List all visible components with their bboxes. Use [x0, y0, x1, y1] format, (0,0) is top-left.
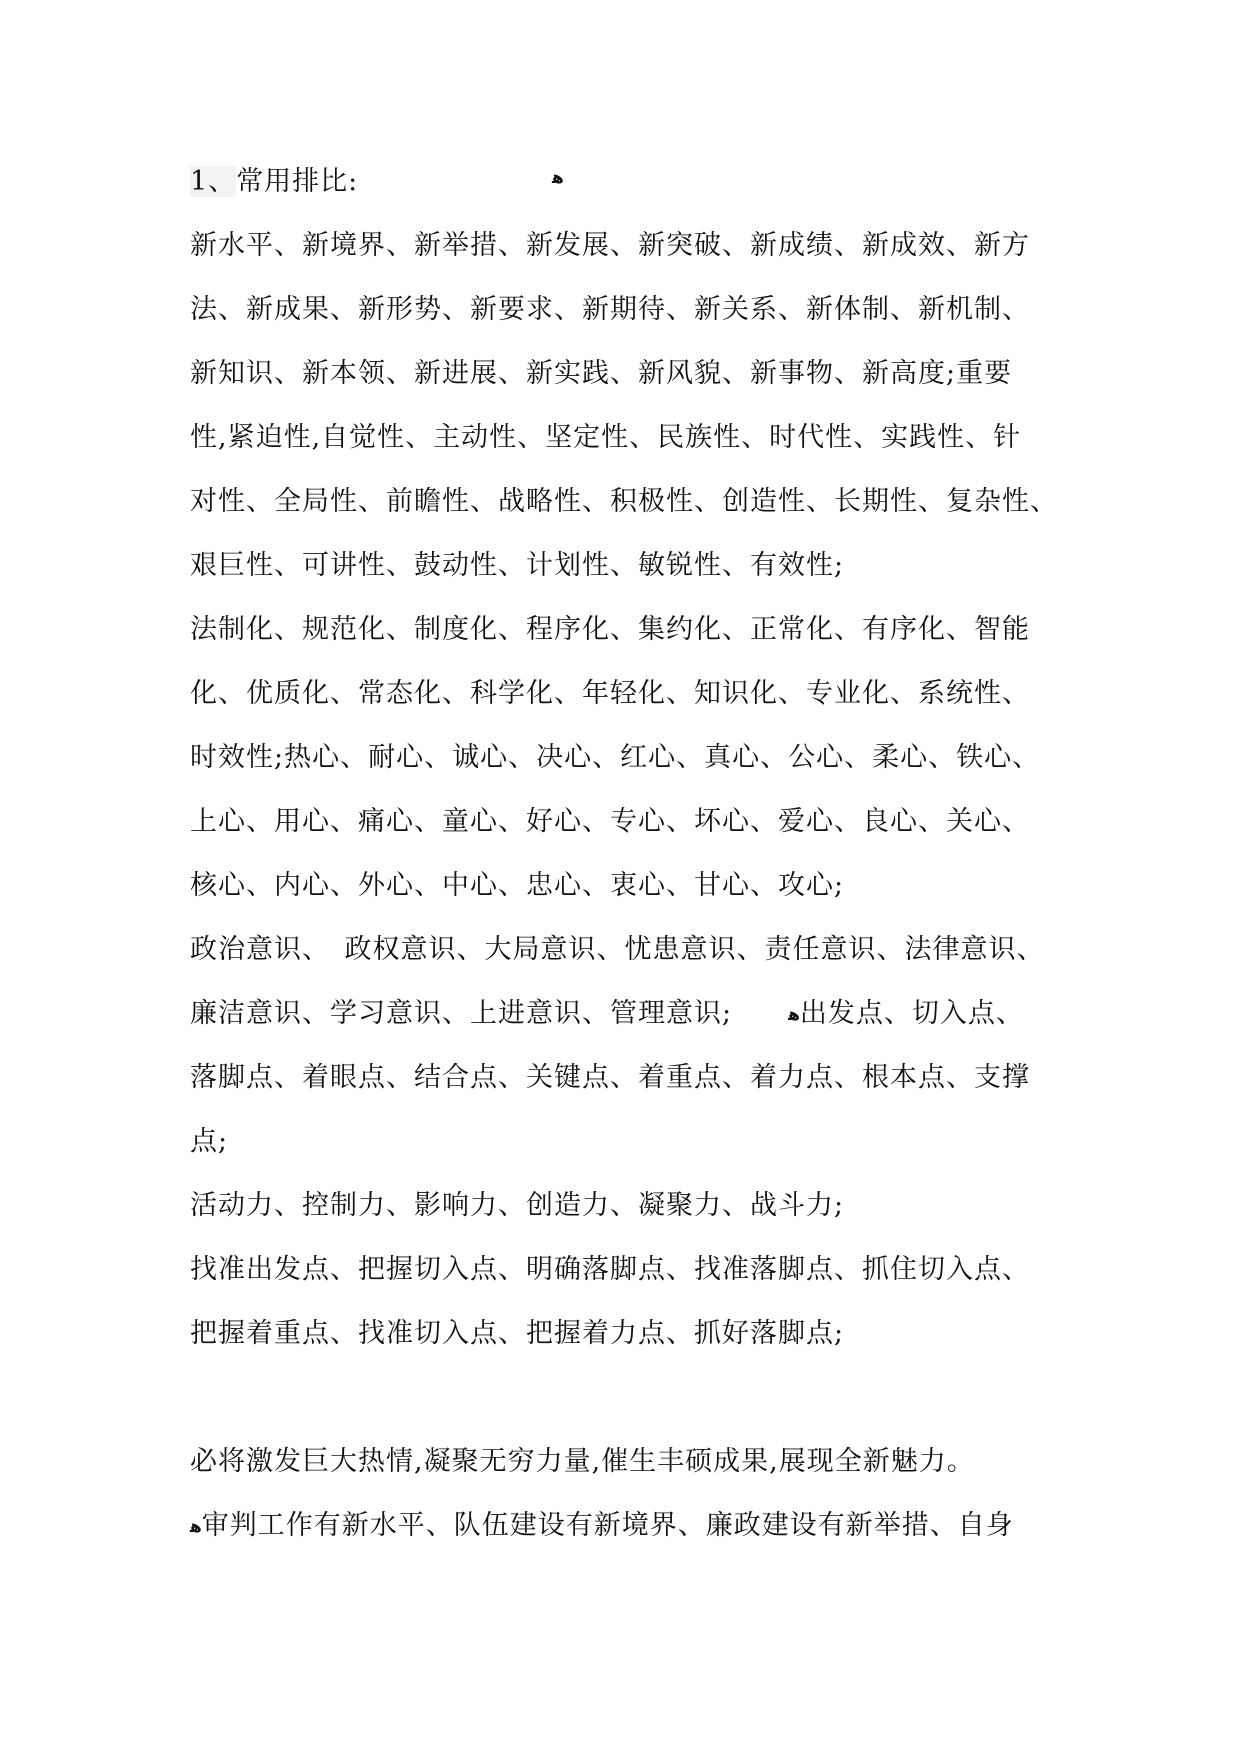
- text-line: 新知识、新本领、新进展、新实践、新风貌、新事物、新高度;重要: [190, 358, 1013, 389]
- text-line: 政治意识、 政权意识、大局意识、忧患意识、责任意识、法律意识、: [190, 934, 1045, 965]
- text-line: 核心、内心、外心、中心、忠心、衷心、甘心、攻心;: [190, 870, 845, 901]
- text-line: 点;: [190, 1126, 229, 1157]
- text-line: 化、优质化、常态化、科学化、年轻化、知识化、专业化、系统性、: [190, 678, 1030, 709]
- text-line: 性,紧迫性,自觉性、主动性、坚定性、民族性、时代性、实践性、针: [190, 422, 1022, 453]
- text-line: 落脚点、着眼点、结合点、关键点、着重点、着力点、根本点、支撑: [190, 1062, 1030, 1093]
- text-line: 找准出发点、把握切入点、明确落脚点、找准落脚点、抓住切入点、: [190, 1254, 1030, 1285]
- paragraph-mark-icon: ﻫ: [552, 168, 564, 188]
- text-segment: 廉洁意识、学习意识、上进意识、管理意识;: [190, 998, 789, 1029]
- text-line: 时效性;热心、耐心、诚心、决心、红心、真心、公心、柔心、铁心、: [190, 742, 1041, 773]
- text-line: [190, 996, 1024, 1033]
- text-line: [190, 1508, 1014, 1545]
- text-line: 上心、用心、痛心、童心、好心、专心、坏心、爱心、良心、关心、: [190, 806, 1030, 837]
- text-line: 把握着重点、找准切入点、把握着力点、抓好落脚点;: [190, 1318, 845, 1349]
- section-heading: [190, 164, 358, 200]
- text-line: 新水平、新境界、新举措、新发展、新突破、新成绩、新成效、新方: [190, 230, 1030, 261]
- text-segment: 审判工作有新水平、队伍建设有新境界、廉政建设有新举措、自身: [201, 1510, 1014, 1541]
- text-line: 法制化、规范化、制度化、程序化、集约化、正常化、有序化、智能: [190, 614, 1030, 645]
- text-segment: 出发点、切入点、: [799, 998, 1024, 1029]
- text-line: 必将激发巨大热情,凝聚无穷力量,催生丰硕成果,展现全新魅力。: [190, 1446, 975, 1477]
- text-line: 活动力、控制力、影响力、创造力、凝聚力、战斗力;: [190, 1190, 845, 1221]
- text-line: 艰巨性、可讲性、鼓动性、计划性、敏锐性、有效性;: [190, 550, 845, 581]
- paragraph-mark-icon: ﻫ: [190, 1516, 202, 1537]
- text-line: 对性、全局性、前瞻性、战略性、积极性、创造性、长期性、复杂性、: [190, 486, 1058, 517]
- paragraph-mark-icon: ﻫ: [788, 1004, 800, 1025]
- text-line: 法、新成果、新形势、新要求、新期待、新关系、新体制、新机制、: [190, 294, 1030, 325]
- heading-number: 1、: [190, 166, 237, 197]
- heading-title: 常用排比:: [236, 166, 359, 197]
